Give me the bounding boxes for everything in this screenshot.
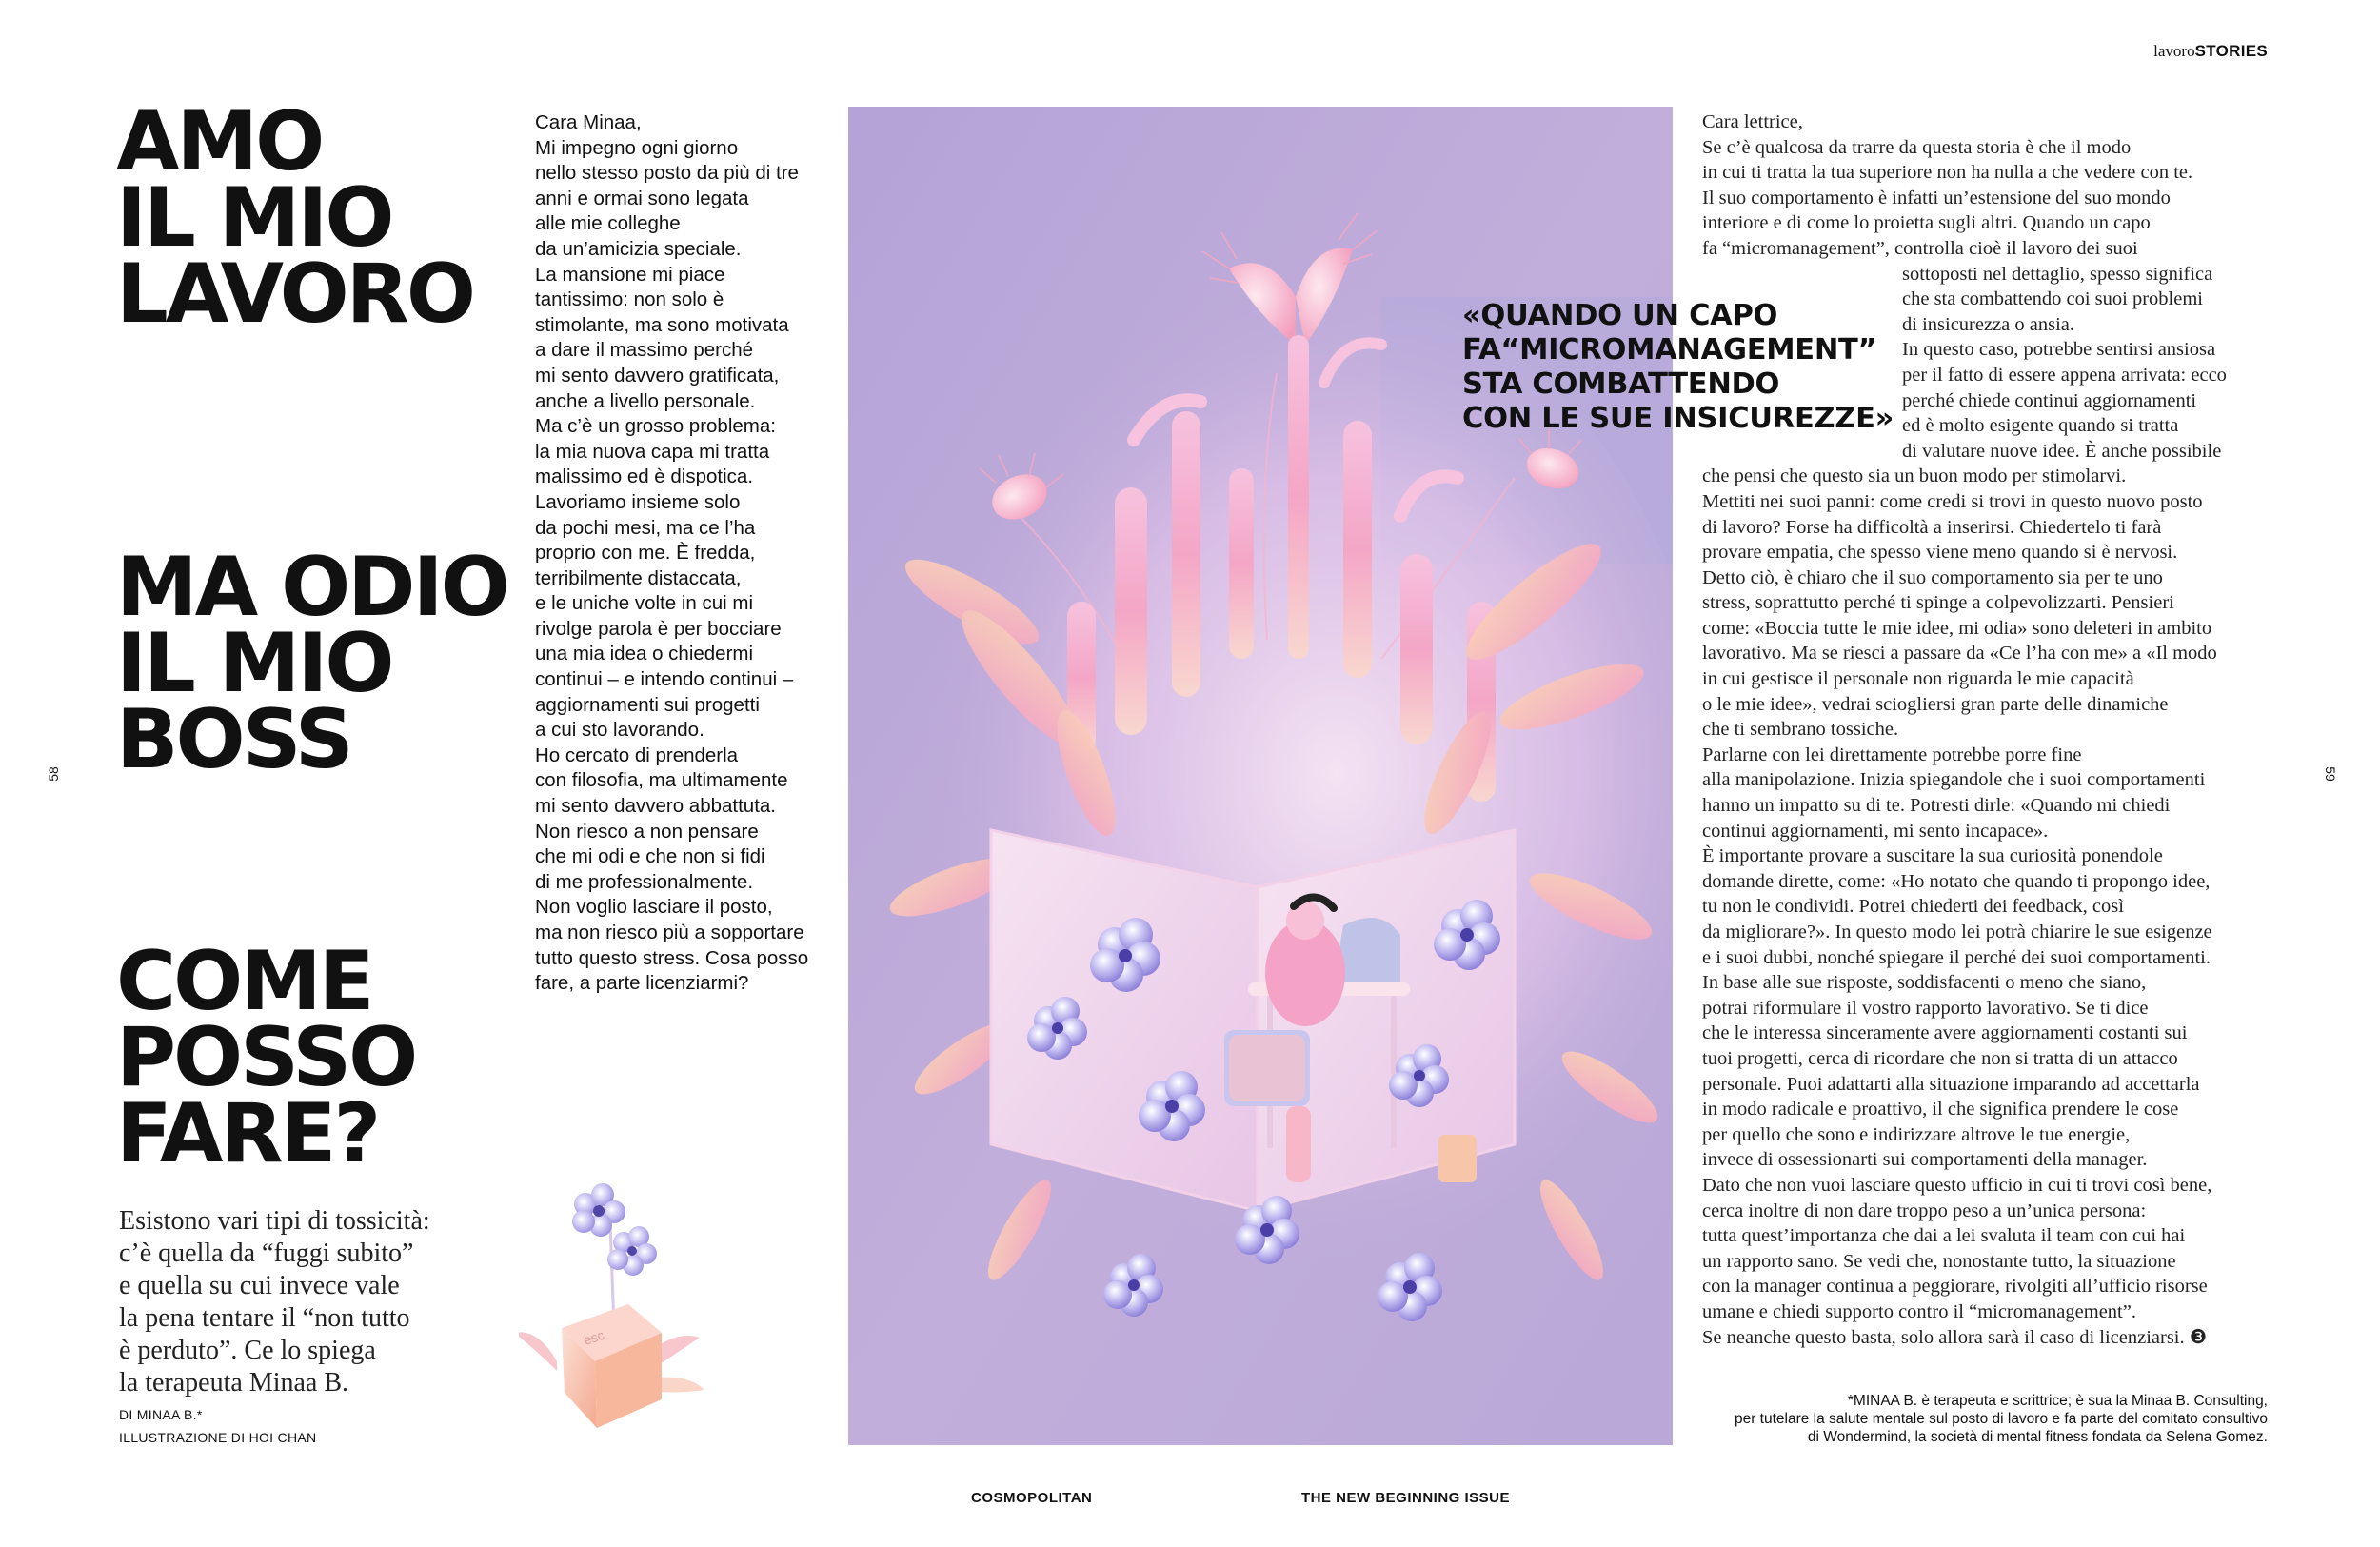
letter-line: nello stesso posto da più di tre	[535, 162, 799, 185]
pull-quote-line: CON LE SUE INSICUREZZE»	[1462, 402, 1894, 435]
letter-line: e le uniche volte in cui mi	[535, 592, 754, 615]
answer-line: un rapporto sano. Se vedi che, nonostante tutto, la situazione	[1702, 1250, 2176, 1272]
letter-line: fare, a parte licenziarmi?	[535, 972, 749, 995]
answer-line: con la manager continua a peggiorare, rivolgiti all’ufficio risorse	[1702, 1276, 2208, 1298]
letter-line: Ho cercato di prenderla	[535, 744, 739, 766]
headline-line: BOSS	[116, 691, 351, 787]
answer-line: umane e chiedi supporto contro il “micromanagement”.	[1702, 1300, 2136, 1322]
headline-part2	[116, 540, 507, 787]
byline: DI MINAA B.*	[119, 1407, 203, 1422]
intro-line: la terapeuta Minaa B.	[119, 1368, 349, 1398]
section-prefix: lavoro	[2153, 42, 2195, 60]
answer-line: hanno un impatto su di te. Potresti dirle: «Quando mi chiedi	[1702, 795, 2171, 817]
letter-line: a dare il massimo perché	[535, 339, 754, 362]
letter-line: la mia nuova capa mi tratta	[535, 440, 770, 463]
letter-line: malissimo ed è dispotica.	[535, 466, 754, 488]
answer-line: che pensi che questo sia un buon modo per stimolarvi.	[1702, 466, 2127, 487]
answer-line: continui aggiornamenti, mi sento incapace».	[1702, 820, 2049, 842]
answer-line: che le interessa sinceramente avere aggiornamenti costanti sui	[1702, 1022, 2188, 1044]
letter-line: proprio con me. È fredda,	[535, 542, 756, 565]
letter-line: mi sento davvero abbattuta.	[535, 795, 776, 818]
answer-line: che ti sembrano tossiche.	[1702, 719, 1899, 741]
answer-line: Il suo comportamento è infatti un’estensione del suo mondo	[1702, 187, 2171, 208]
answer-line: come: «Boccia tutte le mie idee, mi odia» sono deleteri in ambito	[1702, 617, 2212, 639]
letter-line: tantissimo: non solo è	[535, 288, 724, 311]
intro-deck	[119, 1205, 481, 1399]
answer-line: in cui ti tratta la tua superiore non ha nulla a che vedere con te.	[1702, 162, 2193, 184]
headline-line: IL MIO	[116, 169, 392, 266]
letter-line: di me professionalmente.	[535, 870, 754, 893]
answer-line: personale. Puoi adattarti alla situazione imparando ad accettarla	[1702, 1073, 2200, 1095]
answer-line: di lavoro? Forse ha difficoltà a inserirsi. Chiedertelo ti farà	[1702, 516, 2162, 538]
headline-part3	[116, 934, 416, 1181]
answer-line: invece di ossessionarti sui comportamenti della manager.	[1702, 1149, 2148, 1171]
answer-line: in modo radicale e proattivo, il che significa prendere le cose	[1702, 1099, 2179, 1121]
answer-line: Se c’è qualcosa da trarre da questa storia è che il modo	[1702, 136, 2132, 158]
headline-line: COME	[116, 934, 372, 1029]
section-name: STORIES	[2194, 42, 2268, 60]
letter-line: Mi impegno ogni giorno	[535, 136, 739, 159]
answer-line: In questo caso, potrebbe sentirsi ansiosa	[1902, 339, 2216, 361]
letter-line: ma non riesco più a sopportare	[535, 922, 804, 943]
answer-line: Parlarne con lei direttamente potrebbe porre fine	[1702, 744, 2082, 765]
answer-line: che sta combattendo coi suoi problemi	[1902, 288, 2203, 310]
answer-line: perché chiede continui aggiornamenti	[1902, 389, 2197, 411]
letter-line: stimolante, ma sono motivata	[535, 313, 789, 336]
intro-line: c’è quella da “fuggi subito”	[119, 1239, 414, 1268]
answer-line: e i suoi dubbi, nonché spiegare il perché dei suoi comportamenti.	[1702, 946, 2211, 968]
answer-line: stress, soprattutto perché ti spinge a colpevolizzarti. Pensieri	[1702, 592, 2174, 614]
letter-line: anche a livello personale.	[535, 389, 756, 412]
answer-line: tu non le condividi. Potrei chiederti dei feedback, così	[1702, 896, 2124, 918]
answer-line: Dato che non vuoi lasciare questo ufficio in cui ti trovi così bene,	[1702, 1174, 2212, 1196]
headline-line: FARE?	[116, 1085, 379, 1181]
intro-line: Esistono vari tipi di tossicità:	[119, 1206, 430, 1236]
headline-line: POSSO	[116, 1009, 416, 1105]
answer-line: È importante provare a suscitare la sua curiosità ponendole	[1702, 845, 2163, 867]
therapist-answer	[1702, 109, 2273, 1350]
answer-line: lavorativo. Ma se riesci a passare da «Ce l’ha con me» a «Il modo	[1702, 643, 2217, 664]
answer-line: Se neanche questo basta, solo allora sarà il caso di licenziarsi. ❸	[1702, 1326, 2208, 1348]
letter-line: rivolge parola è per bocciare	[535, 617, 782, 640]
answer-line: per quello che sono e indirizzare altrove le tue energie,	[1702, 1123, 2131, 1145]
footer-magazine-name: COSMOPOLITAN	[971, 1490, 1093, 1506]
answer-line: tuoi progetti, cerca di ricordare che non si tratta di un attacco	[1702, 1047, 2178, 1069]
answer-line: fa “micromanagement”, controlla cioè il lavoro dei suoi	[1702, 237, 2138, 259]
pull-quote	[1462, 299, 1894, 436]
answer-line: o le mie idee», vedrai sciogliersi gran parte delle dinamiche	[1702, 693, 2169, 715]
pull-quote-line: «QUANDO UN CAPO	[1462, 299, 1778, 332]
answer-line: di valutare nuove idee. È anche possibile	[1902, 440, 2222, 462]
letter-line: anni e ormai sono legata	[535, 187, 749, 209]
answer-line: cerca inoltre di non dare troppo peso a un’unica persona:	[1702, 1200, 2147, 1221]
footer-issue-name: THE NEW BEGINNING ISSUE	[1301, 1490, 1511, 1506]
letter-line: La mansione mi piace	[535, 263, 725, 286]
letter-line: da pochi mesi, ma ce l’ha	[535, 516, 756, 539]
letter-line: con filosofia, ma ultimamente	[535, 769, 788, 792]
headline-line: LAVORO	[116, 246, 474, 342]
footnote-line: per tutelare la salute mentale sul posto di lavoro e fa parte del comitato consultivo	[1734, 1411, 2268, 1427]
headline-line: MA ODIO	[116, 540, 507, 635]
letter-line: Cara Minaa,	[535, 111, 642, 133]
intro-line: e quella su cui invece vale	[119, 1271, 400, 1300]
answer-line: alla manipolazione. Inizia spiegandole che i suoi comportamenti	[1702, 769, 2206, 791]
letter-line: continui – e intendo continui –	[535, 668, 794, 691]
pull-quote-line: FA“MICROMANAGEMENT”	[1462, 333, 1877, 367]
answer-line: In base alle sue risposte, soddisfacenti o meno che siano,	[1702, 972, 2147, 994]
letter-line: Ma c’è un grosso problema:	[535, 415, 776, 438]
page-number-left: 58	[45, 766, 61, 782]
answer-line: Detto ciò, è chiaro che il suo comportamento sia per te uno	[1702, 566, 2163, 588]
headline-line: AMO	[116, 94, 323, 189]
answer-line: per il fatto di essere appena arrivata: ecco	[1902, 364, 2227, 386]
letter-line: Non riesco a non pensare	[535, 820, 759, 843]
headline-line: IL MIO	[116, 615, 392, 711]
intro-line: è perduto”. Ce lo spiega	[119, 1336, 376, 1365]
keycap-flower-illustration	[519, 1166, 709, 1476]
answer-line: interiore e di come lo proietta sugli altri. Quando un capo	[1702, 212, 2151, 234]
page-number-right: 59	[2322, 766, 2338, 782]
violet-flower-icon	[607, 1226, 657, 1276]
answer-line: ed è molto esigente quando si tratta	[1902, 415, 2179, 437]
letter-line: Lavoriamo insieme solo	[535, 490, 741, 513]
answer-line: Cara lettrice,	[1702, 111, 1803, 132]
answer-line: di insicurezza o ansia.	[1902, 313, 2075, 335]
section-header	[2153, 42, 2268, 61]
letter-line: da un’amicizia speciale.	[535, 237, 742, 260]
answer-line: da migliorare?». In questo modo lei potrà chiarire le sue esigenze	[1702, 922, 2212, 942]
answer-line: tutta quest’importanza che dai a lei svaluta il team con cui hai	[1702, 1225, 2186, 1247]
answer-line: potrai riformulare il vostro rapporto lavorativo. Se ti dice	[1702, 997, 2149, 1019]
answer-line: provare empatia, che spesso viene meno quando si è nervosi.	[1702, 542, 2178, 564]
answer-line: in cui gestisce il personale non riguarda le mie capacità	[1702, 668, 2134, 690]
intro-line: la pena tentare il “non tutto	[119, 1303, 410, 1333]
letter-line: mi sento davvero gratificata,	[535, 364, 780, 387]
letter-line: che mi odi e che non si fidi	[535, 845, 765, 868]
pull-quote-line: STA COMBATTENDO	[1462, 367, 1780, 401]
letter-line: Non voglio lasciare il posto,	[535, 896, 773, 919]
letter-line: una mia idea o chiedermi	[535, 643, 754, 665]
letter-line: aggiornamenti sui progetti	[535, 693, 760, 716]
author-footnote	[1658, 1392, 2268, 1446]
reader-letter	[535, 110, 825, 997]
answer-line: Mettiti nei suoi panni: come credi si trovi in questo nuovo posto	[1702, 490, 2203, 512]
headline-part1	[116, 94, 474, 342]
letter-line: a cui sto lavorando.	[535, 719, 704, 742]
answer-line: sottoposti nel dettaglio, spesso significa	[1902, 263, 2213, 285]
keycap-label: esc	[581, 1326, 606, 1348]
footnote-line: di Wondermind, la società di mental fitness fondata da Selena Gomez.	[1807, 1429, 2268, 1445]
letter-line: terribilmente distaccata,	[535, 566, 742, 589]
violet-flower-icon	[572, 1183, 625, 1237]
letter-line: tutto questo stress. Cosa posso	[535, 946, 809, 969]
illustration-credit: ILLUSTRAZIONE DI HOI CHAN	[119, 1430, 317, 1445]
letter-line: alle mie colleghe	[535, 212, 681, 235]
answer-line: domande dirette, come: «Ho notato che quando ti propongo idee,	[1702, 870, 2211, 892]
footnote-line: *MINAA B. è terapeuta e scrittrice; è sua la Minaa B. Consulting,	[1847, 1393, 2268, 1409]
